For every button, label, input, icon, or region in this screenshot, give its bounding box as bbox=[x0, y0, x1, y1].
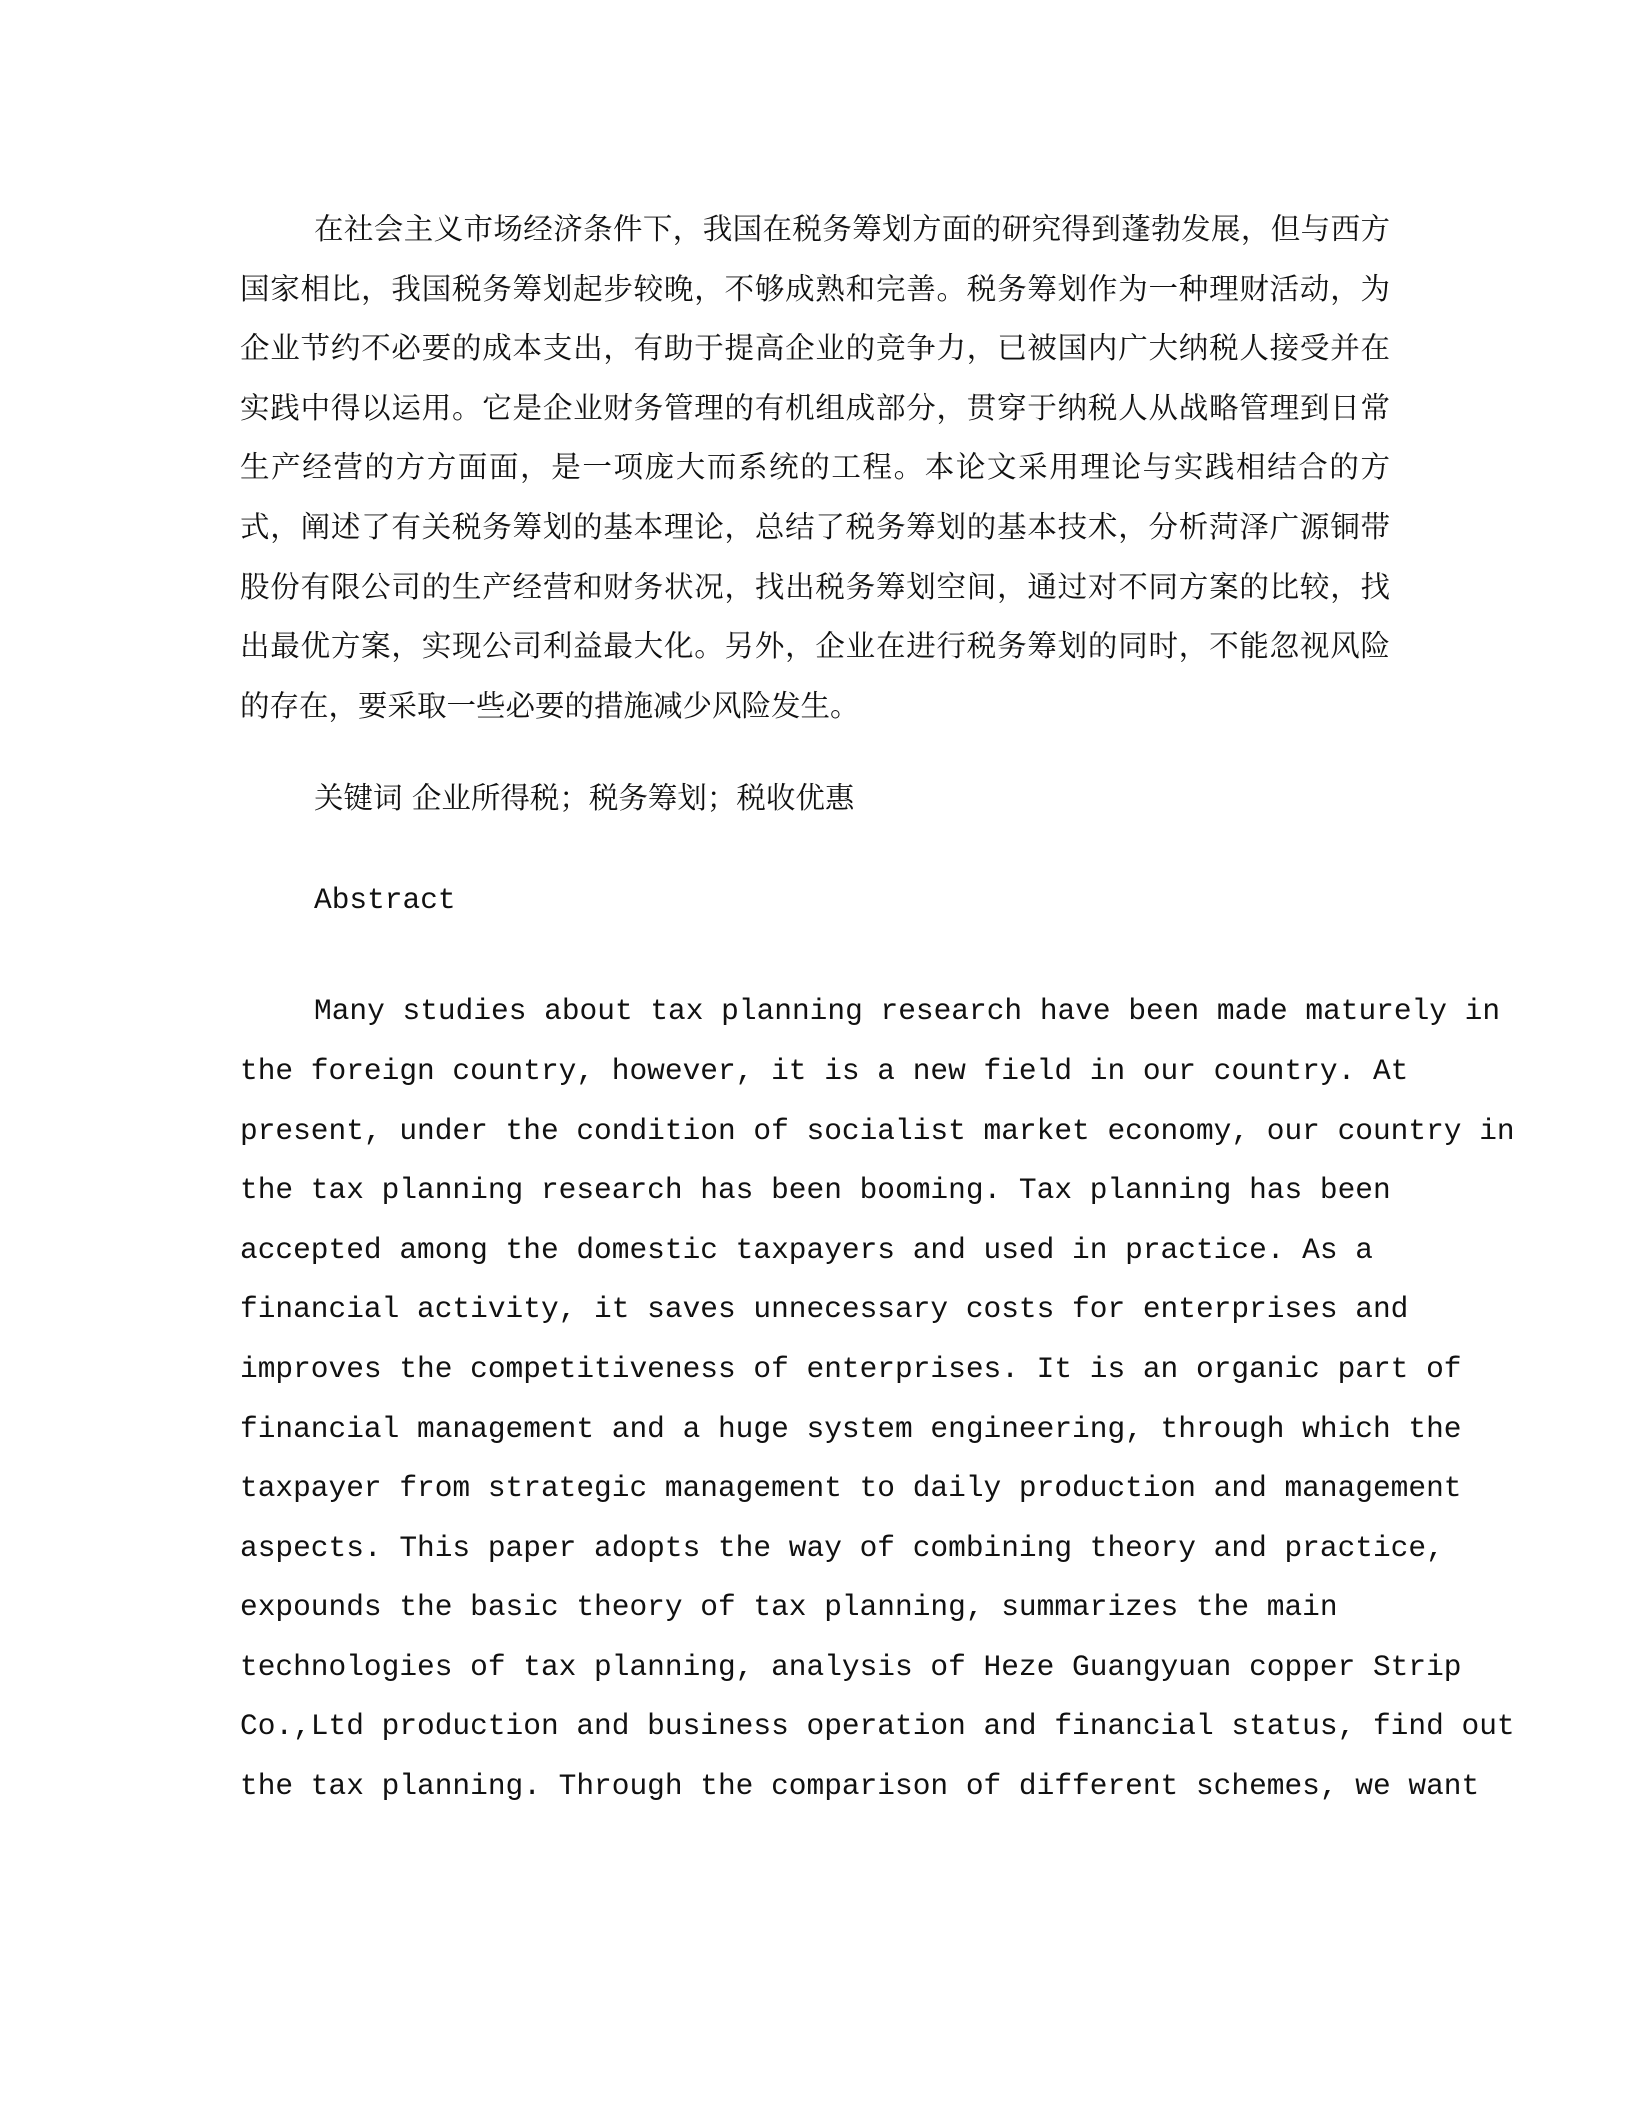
chinese-abstract-paragraph: 在社会主义市场经济条件下，我国在税务筹划方面的研究得到蓬勃发展，但与西方国家相比，我国税务筹划起步较晚，不够成熟和完善。税务筹划作为一种理财活动，为企业节约不必要的成本支出，有助于提高企业的竞争力，已被国内广大纳税人接受并在实践中得以运用。它是企业财务管理的有机组成部分，贯穿于纳税人从战略管理到日常生产经营的方方面面，是一项庞大而系统的工程。本论文采用理论与实践相结合的方式，阐述了有关税务筹划的基本理论，总结了税务筹划的基本技术，分析菏泽广源铜带股份有限公司的生产经营和财务状况，找出税务筹划空间，通过对不同方案的比较，找出最优方案，实现公司利益最大化。另外，企业在进行税务筹划的同时，不能忽视风险的存在，要采取一些必要的措施减少风险发生。 bbox=[240, 212, 1390, 723]
english-abstract-line: financial management and a huge system engineering, through which the bbox=[240, 1411, 1462, 1446]
keywords-line: 关键词 企业所得税；税务筹划；税收优惠 bbox=[314, 781, 855, 816]
english-abstract-line: Co.,Ltd production and business operation and financial status, find out bbox=[240, 1709, 1515, 1744]
english-abstract-line: present, under the condition of socialist market economy, our country in bbox=[240, 1113, 1515, 1148]
english-abstract-line: accepted among the domestic taxpayers and used in practice. As a bbox=[240, 1232, 1373, 1267]
english-abstract-line: expounds the basic theory of tax planning, summarizes the main bbox=[240, 1590, 1338, 1625]
abstract-heading: Abstract bbox=[314, 883, 456, 918]
english-abstract-line: the tax planning. Through the comparison of different schemes, we want bbox=[240, 1769, 1480, 1804]
english-abstract-line: the foreign country, however, it is a new field in our country. At bbox=[240, 1053, 1409, 1088]
english-abstract-line: financial activity, it saves unnecessary costs for enterprises and bbox=[240, 1292, 1409, 1327]
english-abstract-line: aspects. This paper adopts the way of combining theory and practice, bbox=[240, 1530, 1444, 1565]
english-abstract-line: taxpayer from strategic management to daily production and management bbox=[240, 1471, 1462, 1506]
english-abstract-paragraph bbox=[240, 982, 1515, 1816]
page-body bbox=[240, 200, 1515, 1817]
english-abstract-line: the tax planning research has been booming. Tax planning has been bbox=[240, 1173, 1391, 1208]
english-abstract-line: improves the competitiveness of enterprises. It is an organic part of bbox=[240, 1351, 1462, 1386]
english-abstract-line: technologies of tax planning, analysis of Heze Guangyuan copper Strip bbox=[240, 1649, 1462, 1684]
english-abstract-line: Many studies about tax planning research have been made maturely in bbox=[314, 994, 1501, 1029]
